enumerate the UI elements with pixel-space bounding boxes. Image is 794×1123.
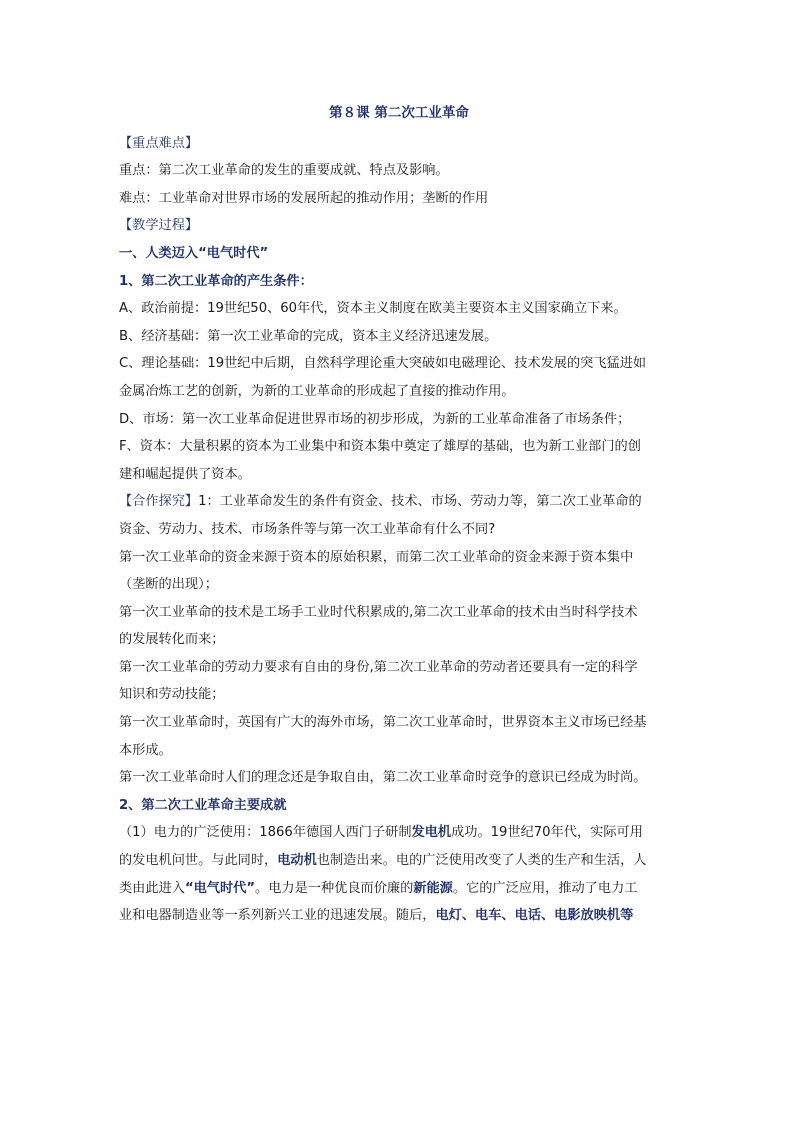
page-title: 第８课 第二次工业革命 xyxy=(329,105,469,121)
term-generator: 发电机 xyxy=(411,825,452,841)
text-run: 成功。19世纪70年代，实际可用 xyxy=(451,825,643,841)
section-key-points: 【重点难点】 xyxy=(119,135,199,151)
document-body xyxy=(119,100,679,930)
text-run: 。电力是一种优良而价廉的 xyxy=(255,880,414,896)
condition-c-line2: 金属冶炼工艺的创新，为新的工业革命的形成起了直接的推动作用。 xyxy=(119,383,515,399)
text-run: （1）电力的广泛使用：1866年德国人西门子研制 xyxy=(119,825,412,841)
achievement-para-line1 xyxy=(119,819,679,847)
difficulty-text: 难点：工业革命对世界市场的发展所起的推动作用；垄断的作用 xyxy=(119,190,489,206)
answer-1-line2: （垄断的出现）； xyxy=(119,577,218,593)
coop-question-line1 xyxy=(119,488,679,516)
coop-label: 【合作探究】 xyxy=(119,494,199,510)
heading-achievements: 2、第二次工业革命主要成就 xyxy=(119,797,287,813)
achievement-para-line4 xyxy=(119,902,679,930)
answer-4-line1: 第一次工业革命时，英国有广大的海外市场，第二次工业革命时，世界资本主义市场已经基 xyxy=(119,715,647,731)
text-run: 类由此进入 xyxy=(119,880,185,896)
text-run: 。它的广泛应用，推动了电力工 xyxy=(452,880,638,896)
term-inventions: 电灯、电车、电话、电影放映机等 xyxy=(435,908,634,924)
heading-conditions: 1、第二次工业革命的产生条件： xyxy=(119,273,313,289)
condition-b: B、经济基础：第一次工业革命的完成，资本主义经济迅速发展。 xyxy=(119,328,498,344)
condition-f-line1: F、资本：大量积累的资本为工业集中和资本集中奠定了雄厚的基础，也为新工业部门的创 xyxy=(119,439,641,455)
text-run: 的发电机问世。与此同时， xyxy=(119,853,278,869)
condition-c-line1: C、理论基础：19世纪中后期，自然科学理论重大突破如电磁理论、技术发展的突飞猛进如 xyxy=(119,356,647,372)
answer-4-line2: 本形成。 xyxy=(119,742,172,758)
term-new-energy: 新能源 xyxy=(413,880,453,896)
answer-2-line2: 的发展转化而来； xyxy=(119,632,225,648)
term-motor: 电动机 xyxy=(277,853,317,869)
section-teaching-process: 【教学过程】 xyxy=(119,218,199,234)
condition-f-line2: 建和崛起提供了资本。 xyxy=(119,466,251,482)
answer-3-line1: 第一次工业革命的劳动力要求有自由的身份,第二次工业革命的劳动者还要具有一定的科学 xyxy=(119,659,638,675)
condition-d: D、市场：第一次工业革命促进世界市场的初步形成，为新的工业革命准备了市场条件； xyxy=(119,411,631,427)
answer-5: 第一次工业革命时人们的理念还是争取自由，第二次工业革命时竞争的意识已经成为时尚。 xyxy=(119,770,647,786)
answer-2-line1: 第一次工业革命的技术是工场手工业时代积累成的,第二次工业革命的技术由当时科学技术 xyxy=(119,604,638,620)
coop-question-line2: 资金、劳动力、技术、市场条件等与第一次工业革命有什么不同? xyxy=(119,521,496,537)
answer-1-line1: 第一次工业革命的资金来源于资本的原始积累，而第二次工业革命的资金来源于资本集中 xyxy=(119,549,634,565)
answer-3-line2: 知识和劳动技能； xyxy=(119,687,225,703)
text-run: 业和电器制造业等一系列新兴工业的迅速发展。随后， xyxy=(119,908,436,924)
condition-a: A、政治前提：19世纪50、60年代，资本主义制度在欧美主要资本主义国家确立下来。 xyxy=(119,301,627,317)
text-run: 也制造出来。电的广泛使用改变了人类的生产和生活，人 xyxy=(316,853,647,869)
achievement-para-line3 xyxy=(119,875,679,903)
coop-question-text: 1：工业革命发生的条件有资金、技术、市场、劳动力等，第二次工业革命的 xyxy=(198,494,642,510)
key-point-text: 重点：第二次工业革命的发生的重要成就、特点及影响。 xyxy=(119,163,449,179)
heading-electric-age: 一、人类迈入“电气时代” xyxy=(119,245,269,261)
achievement-para-line2 xyxy=(119,847,679,875)
term-electric-age: “电气时代” xyxy=(184,880,256,896)
